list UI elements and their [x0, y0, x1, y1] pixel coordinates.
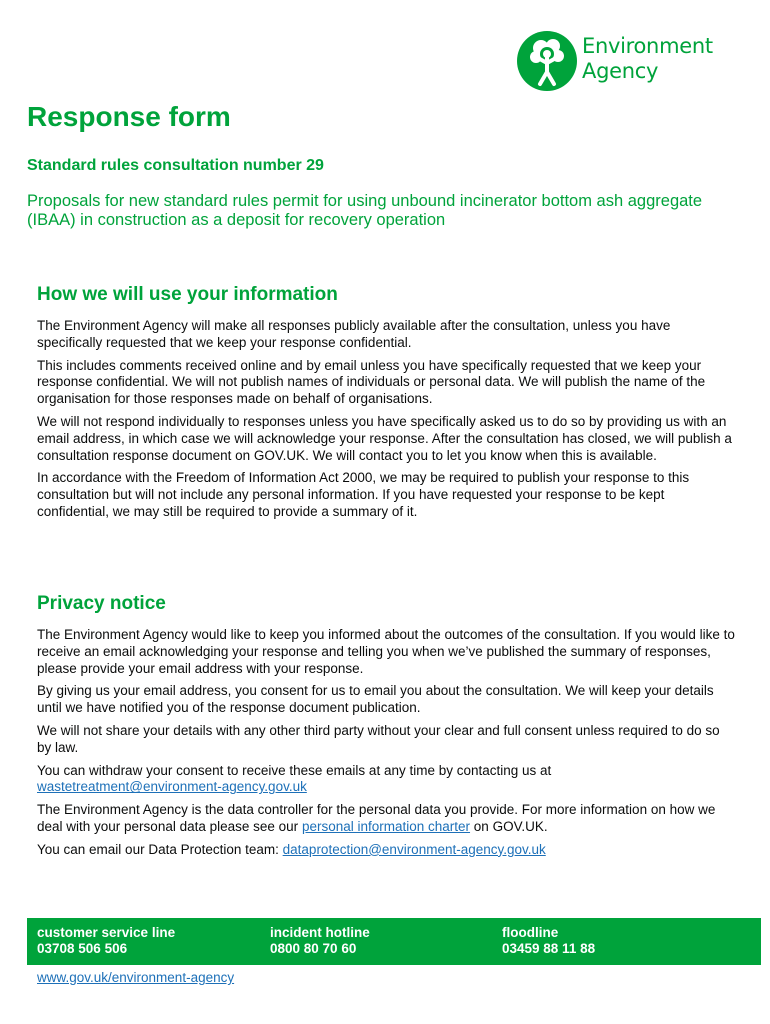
incident-hotline: [270, 925, 370, 957]
customer-service-label: customer service line: [37, 925, 176, 940]
customer-service: [37, 925, 175, 957]
info-paragraph: The Environment Agency will make all responses publicly available after the consultation, unless you have specifically requested that we keep your response confidential.: [37, 318, 671, 350]
controller-tail: on GOV.UK.: [473, 818, 548, 834]
customer-service-number: 03708 506 506: [37, 941, 128, 956]
privacy-paragraph: By giving us your email address, you consent for us to email you about the consultation. We will keep your details until we have notified you of the response document publication.: [37, 683, 714, 716]
logo-wordmark: [582, 34, 713, 84]
floodline-number: 03459 88 11 88: [502, 941, 596, 956]
personal-information-charter-link[interactable]: personal information charter: [301, 818, 471, 834]
data-protection-text: You can email our Data Protection team:: [37, 841, 279, 857]
environment-agency-logo: [516, 30, 736, 92]
incident-hotline-label: incident hotline: [270, 925, 370, 940]
privacy-paragraph: [37, 802, 737, 836]
logo-line-1: Environment: [582, 34, 713, 58]
website-link[interactable]: www.gov.uk/environment-agency: [37, 970, 235, 985]
privacy-paragraph: We will not share your details with any other third party without your clear and full consent unless required to do so by law.: [37, 722, 720, 755]
floodline-label: floodline: [502, 925, 559, 940]
data-protection-email-link[interactable]: dataprotection@environment-agency.gov.uk: [282, 841, 546, 857]
privacy-section: [37, 593, 737, 865]
withdraw-text: You can withdraw your consent to receive these emails at any time by contacting us at: [37, 762, 552, 778]
info-section: [37, 284, 737, 527]
page-title: Response form: [27, 101, 231, 132]
wastetreatment-email-link[interactable]: wastetreatment@environment-agency.gov.uk: [37, 779, 307, 795]
controller-text: The Environment Agency is the data controller for the personal data you provide. For more information on how we deal with your personal data please see our: [37, 802, 716, 834]
privacy-heading: Privacy notice: [37, 593, 166, 614]
tree-figure-icon: [516, 30, 578, 92]
info-paragraph: In accordance with the Freedom of Information Act 2000, we may be required to publish your response to this consultation but will not include any personal information. If you have requested your response to be kept confidential, we may still be required to provide a summary of it.: [37, 470, 690, 519]
proposal-description: Proposals for new standard rules permit for using unbound incinerator bottom ash aggregate (IBAA) in construction as a deposit for recovery operation: [27, 192, 703, 229]
consultation-number: Standard rules consultation number 29: [27, 157, 324, 174]
contact-bar: [27, 918, 761, 965]
info-paragraph: We will not respond individually to responses unless you have specifically asked us to do so by providing us with an email address, in which case we will acknowledge your response. After the consultation has closed, we will publish a consultation response document on GOV.UK. We will contact you to let you know when this is available.: [37, 413, 732, 463]
info-heading: How we will use your information: [37, 284, 338, 305]
privacy-paragraph: The Environment Agency would like to keep you informed about the outcomes of the consultation. If you would like to receive an email acknowledging your response and telling you when we’ve published the summary of responses, please provide your email address with your response.: [37, 627, 735, 676]
privacy-paragraph: [37, 842, 737, 859]
privacy-paragraph: [37, 763, 737, 797]
incident-hotline-number: 0800 80 70 60: [270, 941, 357, 956]
info-paragraph: This includes comments received online and by email unless you have specifically requested that we keep your response confidential. We will not publish names of individuals or personal data. We will publish the name of the organisation for those responses made on behalf of organisations.: [37, 357, 706, 407]
floodline: [502, 925, 595, 957]
logo-line-2: Agency: [582, 59, 659, 83]
